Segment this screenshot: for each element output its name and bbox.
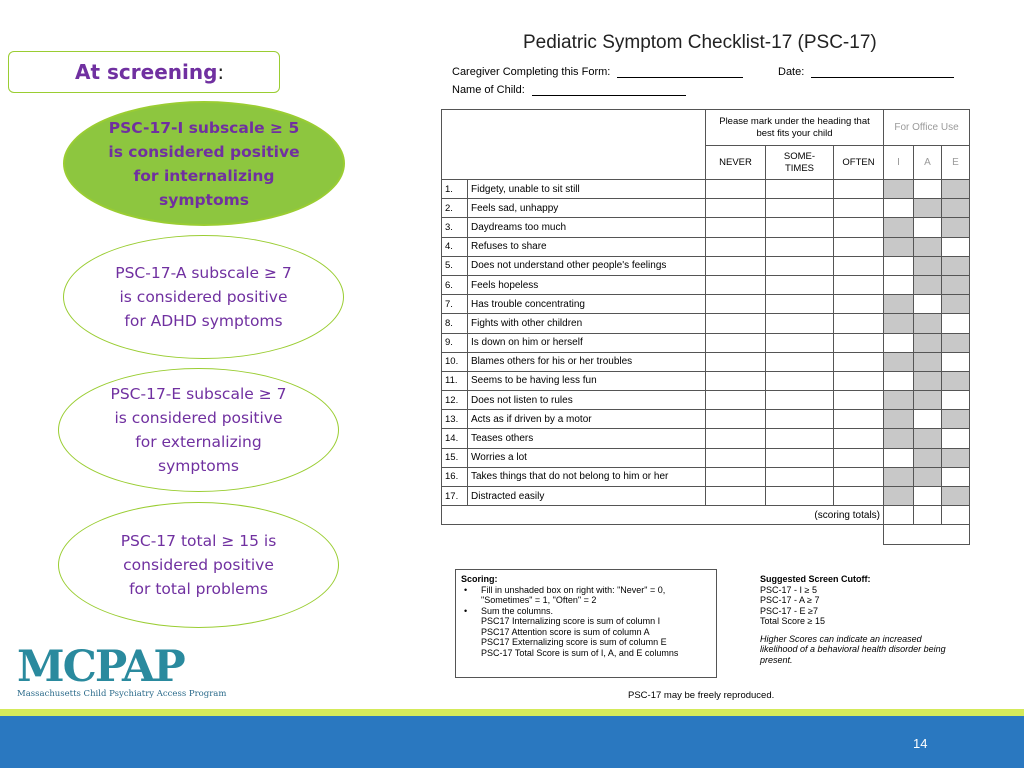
cutoff-line-e: PSC-17 - E ≥7 bbox=[760, 605, 818, 616]
item-number: 8. bbox=[442, 314, 468, 333]
office-cell-a[interactable] bbox=[914, 295, 942, 314]
response-cell-often[interactable] bbox=[834, 295, 884, 314]
office-cell-e[interactable] bbox=[942, 352, 970, 371]
checklist-row bbox=[442, 391, 970, 410]
total-cell-a[interactable] bbox=[914, 506, 942, 525]
scoring-totals-label: (scoring totals) bbox=[442, 506, 884, 525]
response-cell-often[interactable] bbox=[834, 448, 884, 467]
response-cell-sometimes[interactable] bbox=[766, 295, 834, 314]
response-cell-often[interactable] bbox=[834, 467, 884, 486]
office-cell-i[interactable] bbox=[884, 448, 914, 467]
item-number: 2. bbox=[442, 199, 468, 218]
checklist-row bbox=[442, 256, 970, 275]
scoring-instructions bbox=[455, 569, 717, 678]
checklist-row bbox=[442, 180, 970, 199]
response-cell-often[interactable] bbox=[834, 180, 884, 199]
col-sometimes: SOME- TIMES bbox=[766, 146, 834, 180]
checklist-row bbox=[442, 410, 970, 429]
checklist-row bbox=[442, 352, 970, 371]
office-cell-e bbox=[942, 371, 970, 390]
item-text: Daydreams too much bbox=[468, 218, 706, 237]
criterion-line: PSC-17-A subscale ≥ 7 bbox=[115, 264, 292, 282]
response-cell-often[interactable] bbox=[834, 314, 884, 333]
criterion-line: is considered positive bbox=[108, 142, 300, 161]
item-number: 15. bbox=[442, 448, 468, 467]
office-cell-a bbox=[914, 237, 942, 256]
office-cell-i[interactable] bbox=[884, 199, 914, 218]
office-cell-a bbox=[914, 429, 942, 448]
response-cell-often[interactable] bbox=[834, 237, 884, 256]
criterion-line: symptoms bbox=[158, 457, 239, 475]
criterion-line: for total problems bbox=[129, 580, 268, 598]
spacer-cell bbox=[442, 525, 884, 544]
office-cell-i bbox=[884, 410, 914, 429]
office-cell-e bbox=[942, 295, 970, 314]
office-cell-a[interactable] bbox=[914, 487, 942, 506]
response-cell-often[interactable] bbox=[834, 275, 884, 294]
item-number: 9. bbox=[442, 333, 468, 352]
item-text: Seems to be having less fun bbox=[468, 371, 706, 390]
psc17-table bbox=[441, 109, 970, 545]
office-cell-a bbox=[914, 448, 942, 467]
cutoff-line-a: PSC-17 - A ≥ 7 bbox=[760, 595, 820, 605]
item-text: Worries a lot bbox=[468, 448, 706, 467]
office-cell-i bbox=[884, 391, 914, 410]
office-cell-i bbox=[884, 295, 914, 314]
total-score-cell[interactable] bbox=[884, 525, 970, 544]
criterion-internalizing-oval bbox=[63, 101, 345, 226]
office-cell-a bbox=[914, 199, 942, 218]
response-cell-never[interactable] bbox=[706, 314, 766, 333]
item-text: Is down on him or herself bbox=[468, 333, 706, 352]
office-cell-a bbox=[914, 371, 942, 390]
item-number: 5. bbox=[442, 256, 468, 275]
response-cell-sometimes[interactable] bbox=[766, 237, 834, 256]
response-cell-never[interactable] bbox=[706, 333, 766, 352]
office-cell-e[interactable] bbox=[942, 314, 970, 333]
response-cell-often[interactable] bbox=[834, 352, 884, 371]
col-office-e: E bbox=[942, 146, 970, 180]
form-title: Pediatric Symptom Checklist-17 (PSC-17) bbox=[523, 32, 877, 53]
criterion-line: considered positive bbox=[123, 556, 274, 574]
checklist-row bbox=[442, 448, 970, 467]
office-cell-a bbox=[914, 256, 942, 275]
office-cell-a[interactable] bbox=[914, 180, 942, 199]
response-cell-sometimes[interactable] bbox=[766, 218, 834, 237]
date-label: Date: bbox=[778, 66, 805, 78]
response-cell-sometimes[interactable] bbox=[766, 487, 834, 506]
office-cell-a bbox=[914, 467, 942, 486]
item-text: Feels hopeless bbox=[468, 275, 706, 294]
total-cell-i[interactable] bbox=[884, 506, 914, 525]
office-cell-a[interactable] bbox=[914, 218, 942, 237]
item-text: Fidgety, unable to sit still bbox=[468, 180, 706, 199]
item-number: 11. bbox=[442, 371, 468, 390]
criterion-line: is considered positive bbox=[114, 409, 283, 427]
response-cell-sometimes[interactable] bbox=[766, 314, 834, 333]
response-cell-sometimes[interactable] bbox=[766, 448, 834, 467]
criterion-line: PSC-17-I subscale ≥ 5 bbox=[108, 118, 300, 137]
caregiver-label: Caregiver Completing this Form: bbox=[452, 66, 611, 78]
criterion-line: for externalizing bbox=[135, 433, 262, 451]
criterion-line: for internalizing bbox=[133, 166, 275, 185]
blank-header-cell bbox=[442, 110, 706, 180]
office-cell-i bbox=[884, 180, 914, 199]
checklist-row bbox=[442, 199, 970, 218]
office-cell-i[interactable] bbox=[884, 371, 914, 390]
office-cell-i bbox=[884, 487, 914, 506]
criterion-adhd-oval bbox=[63, 235, 344, 359]
response-cell-often[interactable] bbox=[834, 199, 884, 218]
office-cell-a bbox=[914, 391, 942, 410]
checklist-row bbox=[442, 314, 970, 333]
item-number: 4. bbox=[442, 237, 468, 256]
office-cell-a bbox=[914, 333, 942, 352]
at-screening-header bbox=[8, 51, 280, 93]
criterion-externalizing-oval bbox=[58, 368, 339, 492]
item-number: 1. bbox=[442, 180, 468, 199]
response-cell-never[interactable] bbox=[706, 467, 766, 486]
response-cell-never[interactable] bbox=[706, 295, 766, 314]
item-text: Feels sad, unhappy bbox=[468, 199, 706, 218]
criterion-total-oval bbox=[58, 502, 339, 628]
response-cell-often[interactable] bbox=[834, 333, 884, 352]
response-cell-often[interactable] bbox=[834, 256, 884, 275]
cutoff-line-total: Total Score ≥ 15 bbox=[760, 616, 825, 626]
date-line bbox=[778, 66, 954, 78]
response-cell-never[interactable] bbox=[706, 487, 766, 506]
response-cell-sometimes[interactable] bbox=[766, 391, 834, 410]
checklist-row bbox=[442, 237, 970, 256]
item-number: 13. bbox=[442, 410, 468, 429]
item-text: Refuses to share bbox=[468, 237, 706, 256]
office-cell-a bbox=[914, 275, 942, 294]
instruction-row bbox=[442, 110, 970, 146]
scoring-totals-row bbox=[442, 506, 970, 525]
child-label: Name of Child: bbox=[452, 84, 525, 96]
col-office-a: A bbox=[914, 146, 942, 180]
col-often: OFTEN bbox=[834, 146, 884, 180]
response-cell-sometimes[interactable] bbox=[766, 429, 834, 448]
response-cell-often[interactable] bbox=[834, 371, 884, 390]
response-cell-never[interactable] bbox=[706, 256, 766, 275]
office-use-cell: For Office Use bbox=[884, 110, 970, 146]
response-cell-sometimes[interactable] bbox=[766, 410, 834, 429]
item-number: 10. bbox=[442, 352, 468, 371]
item-number: 16. bbox=[442, 467, 468, 486]
office-cell-i bbox=[884, 314, 914, 333]
cutoff-note: Higher Scores can indicate an increased likelihood of a behavioral health disorder being present. bbox=[760, 633, 946, 665]
checklist-row bbox=[442, 275, 970, 294]
scoring-bullet-1: • Fill in unshaded box on right with: "Never" = 0, "Sometimes" = 1, "Often" = 2 bbox=[461, 585, 711, 606]
criterion-line: for ADHD symptoms bbox=[124, 312, 283, 330]
item-text: Takes things that do not belong to him or her bbox=[468, 467, 706, 486]
item-number: 3. bbox=[442, 218, 468, 237]
date-blank bbox=[811, 66, 954, 78]
item-number: 12. bbox=[442, 391, 468, 410]
checklist-row bbox=[442, 218, 970, 237]
caregiver-blank bbox=[617, 66, 743, 78]
office-cell-e[interactable] bbox=[942, 467, 970, 486]
criterion-line: PSC-17-E subscale ≥ 7 bbox=[110, 385, 287, 403]
at-screening-label: At screening bbox=[75, 60, 218, 84]
response-cell-never[interactable] bbox=[706, 429, 766, 448]
scoring-sub-1: PSC17 Internalizing score is sum of column I bbox=[481, 616, 661, 626]
office-cell-a bbox=[914, 352, 942, 371]
response-cell-often[interactable] bbox=[834, 218, 884, 237]
office-cell-e bbox=[942, 448, 970, 467]
response-cell-sometimes[interactable] bbox=[766, 199, 834, 218]
office-cell-e bbox=[942, 218, 970, 237]
criterion-line: PSC-17 total ≥ 15 is bbox=[120, 532, 277, 550]
item-text: Distracted easily bbox=[468, 487, 706, 506]
response-cell-never[interactable] bbox=[706, 410, 766, 429]
scoring-sub-4: PSC-17 Total Score is sum of I, A, and E columns bbox=[481, 647, 679, 658]
logo-wordmark: MCPAP bbox=[17, 642, 184, 692]
office-cell-i bbox=[884, 429, 914, 448]
office-cell-e[interactable] bbox=[942, 429, 970, 448]
response-cell-never[interactable] bbox=[706, 199, 766, 218]
response-cell-never[interactable] bbox=[706, 275, 766, 294]
office-cell-i[interactable] bbox=[884, 275, 914, 294]
item-text: Acts as if driven by a motor bbox=[468, 410, 706, 429]
reproduce-note: PSC-17 may be freely reproduced. bbox=[628, 690, 775, 701]
response-cell-never[interactable] bbox=[706, 218, 766, 237]
response-cell-often[interactable] bbox=[834, 391, 884, 410]
checklist-row bbox=[442, 295, 970, 314]
checklist-row bbox=[442, 487, 970, 506]
response-cell-often[interactable] bbox=[834, 487, 884, 506]
cutoff-title: Suggested Screen Cutoff: bbox=[760, 574, 871, 584]
response-cell-sometimes[interactable] bbox=[766, 256, 834, 275]
response-cell-never[interactable] bbox=[706, 448, 766, 467]
total-score-row bbox=[442, 525, 970, 544]
criterion-line: is considered positive bbox=[119, 288, 288, 306]
response-cell-often[interactable] bbox=[834, 410, 884, 429]
item-number: 6. bbox=[442, 275, 468, 294]
suggested-cutoff bbox=[760, 574, 950, 665]
item-text: Does not understand other people's feelings bbox=[468, 256, 706, 275]
mcpap-logo bbox=[17, 642, 227, 700]
response-cell-never[interactable] bbox=[706, 371, 766, 390]
scoring-title: Scoring: bbox=[461, 574, 498, 584]
col-office-i: I bbox=[884, 146, 914, 180]
office-cell-i[interactable] bbox=[884, 256, 914, 275]
office-cell-i[interactable] bbox=[884, 333, 914, 352]
office-cell-e[interactable] bbox=[942, 237, 970, 256]
response-cell-sometimes[interactable] bbox=[766, 275, 834, 294]
office-cell-i bbox=[884, 352, 914, 371]
item-text: Fights with other children bbox=[468, 314, 706, 333]
office-cell-e bbox=[942, 256, 970, 275]
checklist-row bbox=[442, 467, 970, 486]
checklist-row bbox=[442, 333, 970, 352]
page-number: 14 bbox=[913, 736, 928, 751]
item-number: 7. bbox=[442, 295, 468, 314]
response-cell-never[interactable] bbox=[706, 180, 766, 199]
office-cell-a bbox=[914, 314, 942, 333]
at-screening-colon: : bbox=[217, 60, 225, 84]
office-cell-i bbox=[884, 467, 914, 486]
response-cell-never[interactable] bbox=[706, 391, 766, 410]
response-cell-never[interactable] bbox=[706, 352, 766, 371]
office-cell-i bbox=[884, 218, 914, 237]
child-blank bbox=[532, 84, 686, 96]
office-cell-a[interactable] bbox=[914, 410, 942, 429]
office-cell-e bbox=[942, 180, 970, 199]
item-text: Does not listen to rules bbox=[468, 391, 706, 410]
office-cell-e bbox=[942, 333, 970, 352]
footer-bar bbox=[0, 716, 1024, 768]
child-line bbox=[452, 84, 686, 96]
response-cell-often[interactable] bbox=[834, 429, 884, 448]
response-cell-sometimes[interactable] bbox=[766, 467, 834, 486]
office-cell-e bbox=[942, 199, 970, 218]
instruction-cell: Please mark under the heading that best fits your child bbox=[706, 110, 884, 146]
scoring-sub-3: PSC17 Externalizing score is sum of column E bbox=[481, 637, 667, 647]
response-cell-sometimes[interactable] bbox=[766, 352, 834, 371]
item-number: 17. bbox=[442, 487, 468, 506]
checklist-row bbox=[442, 371, 970, 390]
office-cell-e bbox=[942, 487, 970, 506]
cutoff-line-i: PSC-17 - I ≥ 5 bbox=[760, 584, 817, 595]
item-text: Has trouble concentrating bbox=[468, 295, 706, 314]
criterion-line: symptoms bbox=[158, 190, 249, 209]
logo-subtitle: Massachusetts Child Psychiatry Access Program bbox=[17, 689, 227, 699]
office-cell-i bbox=[884, 237, 914, 256]
item-number: 14. bbox=[442, 429, 468, 448]
office-cell-e bbox=[942, 275, 970, 294]
response-cell-sometimes[interactable] bbox=[766, 333, 834, 352]
checklist-row bbox=[442, 429, 970, 448]
item-text: Teases others bbox=[468, 429, 706, 448]
caregiver-line bbox=[452, 66, 743, 78]
response-cell-sometimes[interactable] bbox=[766, 371, 834, 390]
scoring-sub-2: PSC17 Attention score is sum of column A bbox=[481, 626, 650, 637]
total-cell-e[interactable] bbox=[942, 506, 970, 525]
response-cell-sometimes[interactable] bbox=[766, 180, 834, 199]
office-cell-e bbox=[942, 410, 970, 429]
item-text: Blames others for his or her troubles bbox=[468, 352, 706, 371]
response-cell-never[interactable] bbox=[706, 237, 766, 256]
office-cell-e[interactable] bbox=[942, 391, 970, 410]
footer-accent-bar bbox=[0, 709, 1024, 716]
col-never: NEVER bbox=[706, 146, 766, 180]
scoring-bullet-2: • Sum the columns. bbox=[461, 606, 711, 617]
